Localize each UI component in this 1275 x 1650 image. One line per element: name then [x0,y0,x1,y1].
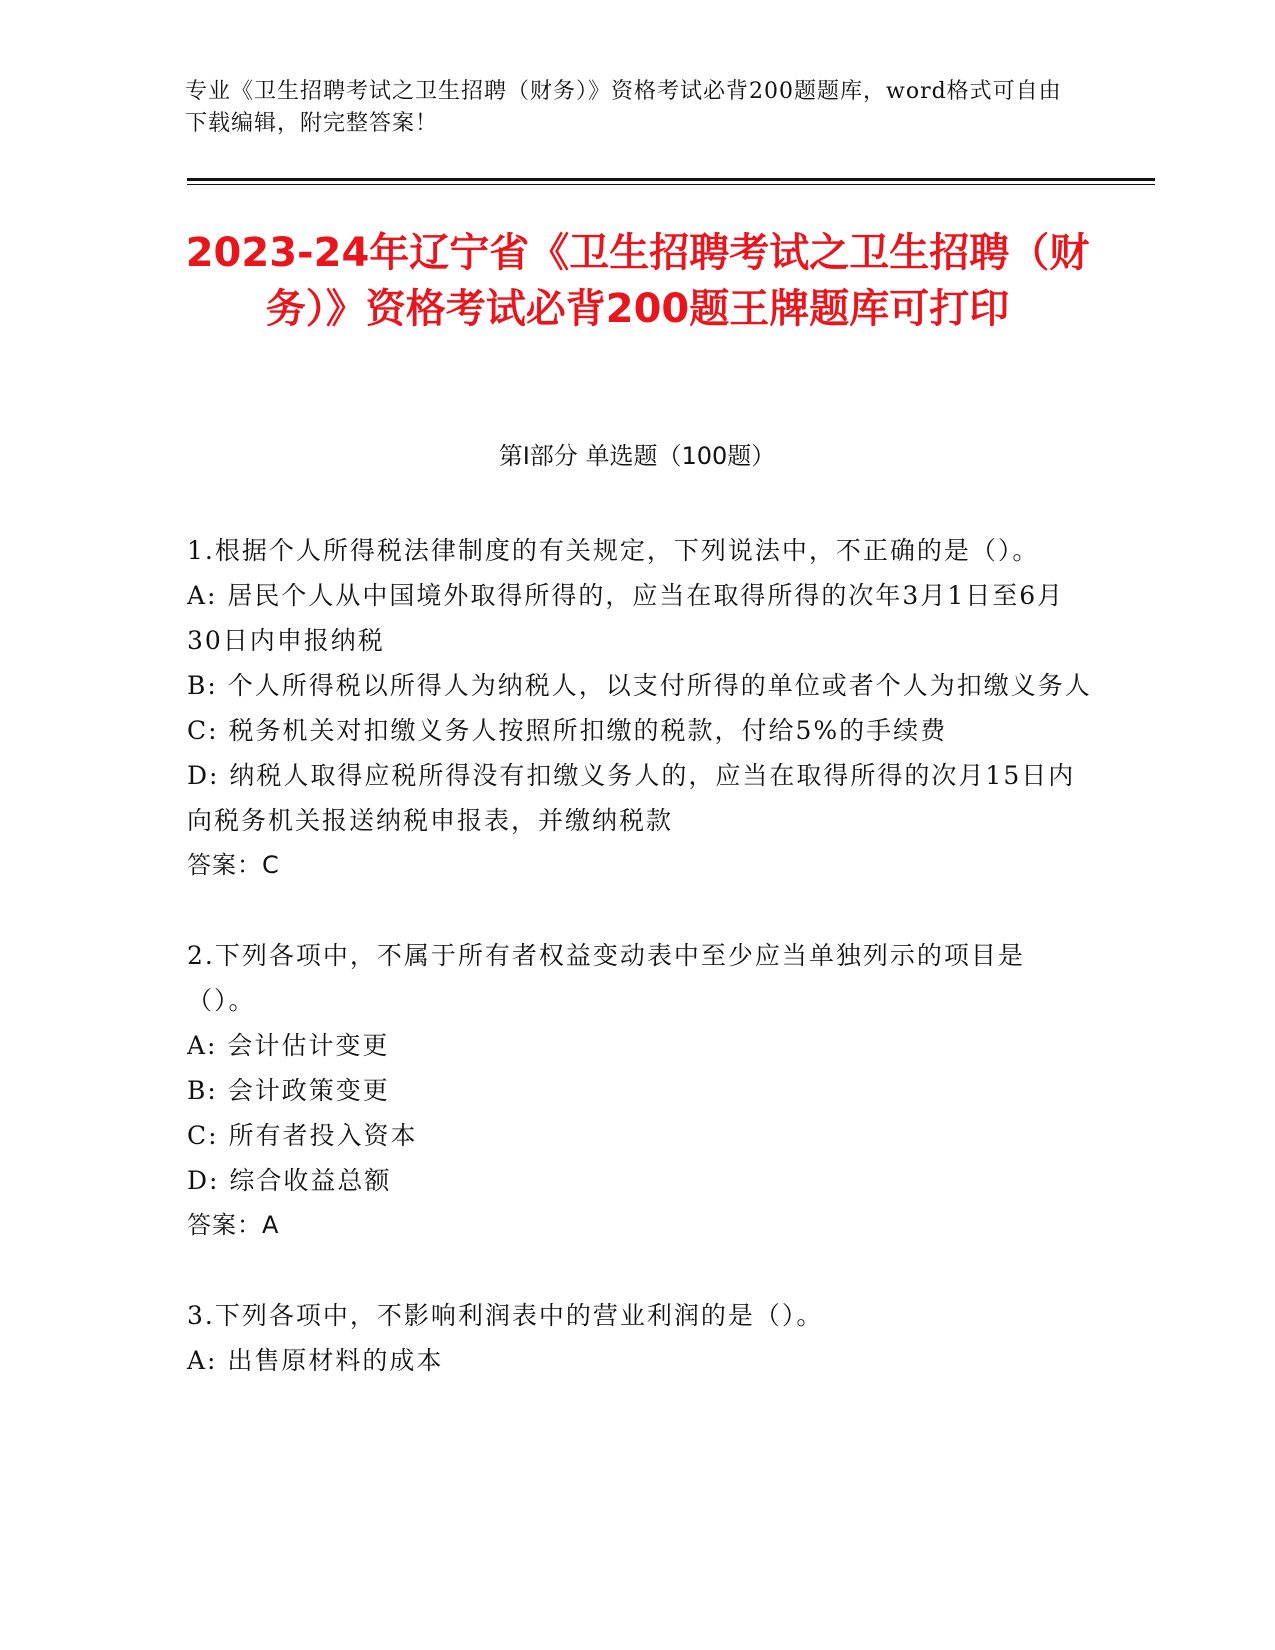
option-b: B: 会计政策变更 [187,1076,390,1105]
question-list [187,528,1092,1428]
header-note: 专业《卫生招聘考试之卫生招聘（财务）》资格考试必背200题题库，word格式可自由下载编辑，附完整答案！ [185,79,1062,136]
option-a: A: 会计估计变更 [187,1031,390,1060]
option-a: A: 出售原材料的成本 [187,1346,444,1375]
question-2 [187,933,1092,1248]
header-divider [187,178,1155,181]
answer: 答案：C [187,851,280,879]
option-b: B: 个人所得税以所得人为纳税人，以支付所得的单位或者个人为扣缴义务人 [187,671,1092,700]
question-text: 2.下列各项中，不属于所有者权益变动表中至少应当单独列示的项目是（）。 [187,941,1025,1015]
option-c: C: 税务机关对扣缴义务人按照所扣缴的税款，付给5%的手续费 [187,716,948,745]
question-text: 3.下列各项中，不影响利润表中的营业利润的是（）。 [187,1301,824,1330]
option-c: C: 所有者投入资本 [187,1121,418,1150]
section-title: 第I部分 单选题（100题） [498,442,776,470]
question-1 [187,528,1092,888]
question-text: 1.根据个人所得税法律制度的有关规定，下列说法中，不正确的是（）。 [187,536,1040,565]
document-title: 2023-24年辽宁省《卫生招聘考试之卫生招聘（财务）》资格考试必背200题王牌题库可打印 [185,230,1090,332]
header-divider-thin [187,184,1155,185]
option-a: A: 居民个人从中国境外取得所得的，应当在取得所得的次年3月1日至6月30日内申报纳税 [187,581,1065,655]
option-d: D: 纳税人取得应税所得没有扣缴义务人的，应当在取得所得的次月15日内向税务机关报送纳税申报表，并缴纳税款 [187,761,1076,835]
option-d: D: 综合收益总额 [187,1166,392,1195]
answer: 答案：A [187,1211,280,1239]
question-3 [187,1293,1092,1383]
